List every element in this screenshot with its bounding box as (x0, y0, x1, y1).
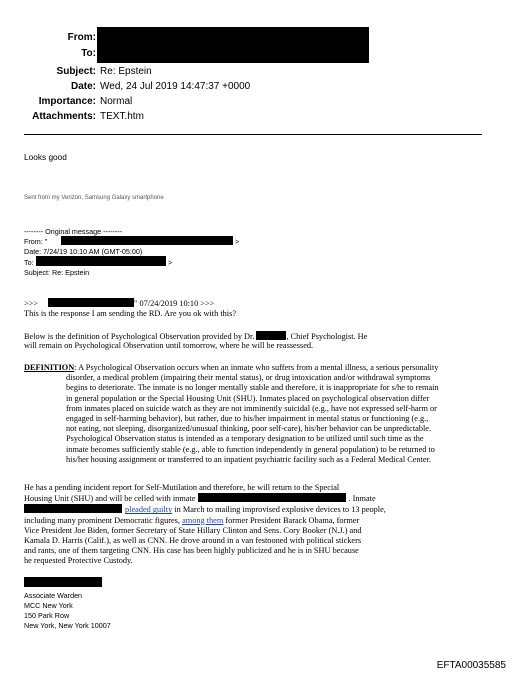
pending-line-3: pleaded guilty in March to mailing improvised explosive devices to 13 people, (24, 504, 484, 515)
original-subject-line: Subject: Re: Epstein (24, 268, 90, 277)
intro-text-a: Below is the definition of Psychological Observation provided by Dr. (24, 332, 255, 341)
redaction-from-to (97, 27, 369, 63)
redaction-original-from (61, 236, 233, 245)
pending-line-2: Housing Unit (SHU) and will be celled with inmate . Inmate (24, 494, 376, 504)
definition-line-5: from inmates placed on suicide watch as they are not imminently suicidal (e.g., have not expressed self-harm or (66, 403, 437, 413)
attachments-value: TEXT.htm (100, 111, 144, 122)
definition-paragraph (24, 363, 484, 465)
pending-line-7: and rants, one of them targeting CNN. His case has been highly publicized and he is in SHU because (24, 546, 359, 556)
definition-line-4: in general population or the Special Housing Unit (SHU). Inmates placed on psychological observation differ (66, 393, 430, 403)
date-value: Wed, 24 Jul 2019 14:47:37 +0000 (100, 81, 251, 92)
from-label: From: (67, 32, 96, 43)
pending-line-5: Vice President Joe Biden, former Secretary of State Hillary Clinton and Sens. Cory Booker (N.J.) and (24, 525, 362, 535)
definition-line-10: his/her housing assignment or transferred to an inpatient psychiatric facility such as a Federal Medical Center. (66, 454, 431, 464)
original-from-open: " (44, 237, 48, 246)
redaction-dr-name (256, 331, 286, 340)
subject-value: Re: Epstein (100, 66, 152, 77)
reply-text: Looks good (24, 152, 67, 162)
pending-line-1: He has a pending incident report for Self-Mutilation and therefore, he will return to the Special (24, 483, 340, 492)
redaction-quoted-sender (48, 298, 134, 307)
subject-label: Subject: (56, 66, 96, 77)
pleaded-guilty-link[interactable]: pleaded guilty (125, 505, 173, 515)
definition-line-8: Psychological Observation status is intended as a temporary designation to be utilized until such time as the (66, 434, 424, 444)
among-them-link[interactable]: among them (182, 515, 224, 525)
pending-line-6: Kamala D. Harris (Calif.), as well as CNN. He drove around in a van festooned with political stickers (24, 536, 362, 546)
importance-value: Normal (100, 96, 133, 107)
original-from-close: > (235, 237, 240, 246)
original-to-label: To: (24, 258, 34, 267)
redaction-warden-name (24, 577, 102, 587)
importance-label: Importance: (38, 96, 96, 107)
quoted-question: This is the response I am sending the RD. Are you ok with this? (24, 309, 237, 318)
signature-title: Associate Warden (24, 591, 83, 600)
reply-signature: Sent from my Verizon, Samsung Galaxy smartphone (24, 195, 164, 201)
to-label: To: (81, 48, 96, 59)
attachments-label: Attachments: (32, 111, 96, 122)
pending-line-4: including many prominent Democratic figures, among them former President Barack Obama, former (24, 515, 360, 525)
quoted-prefix: >>> (24, 299, 39, 308)
header-divider (24, 134, 482, 135)
date-label: Date: (70, 81, 96, 92)
document-id: EFTA00035585 (436, 660, 506, 671)
quoted-suffix: " 07/24/2019 10:10 >>> (134, 299, 215, 308)
signature-org: MCC New York (24, 601, 73, 610)
original-to-close: > (168, 258, 173, 267)
intro-line-2: will remain on Psychological Observation until tomorrow, where he will be reassessed. (24, 341, 314, 350)
pending-line-8: he requested Protective Custody. (24, 556, 133, 566)
intro-text-b: , Chief Psychologist. He (286, 332, 368, 341)
original-divider: -------- Original message -------- (24, 227, 123, 236)
original-from-label: From: (24, 237, 43, 246)
redaction-inmate-name-2 (24, 504, 122, 513)
definition-line-2: disorder, a medical problem (impairing their mental status), or drug intoxication and/or withdrawal symptoms (66, 373, 431, 383)
definition-line-7: not eating, not sleeping, disorganized/unusual thinking, poor self-care), his/her behavior can be unpredictable. (66, 424, 432, 434)
pending-paragraph (24, 483, 484, 567)
definition-line-3: begins to deteriorate. The inmate is no longer mentally stable and therefore, it is inappropriate for s/he to remain (66, 383, 439, 393)
redaction-original-to (36, 256, 166, 266)
definition-line-6: engaged in self-harming behavior), but rather, due to his/her impairment in mental status or functioning (e.g., (66, 414, 429, 424)
definition-term: DEFINITION (24, 363, 75, 372)
original-date-line: Date: 7/24/19 10:10 AM (GMT-05:00) (24, 247, 143, 256)
definition-line-9: inmate becomes sufficiently stable (e.g., able to function independently in general population) to be returned to (66, 444, 435, 454)
signature-city: New York, New York 10007 (24, 621, 111, 630)
signature-street: 150 Park Row (24, 611, 70, 620)
definition-line-1: DEFINITION: A Psychological Observation occurs when an inmate who suffers from a mental illness, a serious personality (24, 363, 439, 372)
redaction-inmate-name (198, 493, 346, 502)
original-from-row (24, 237, 47, 246)
